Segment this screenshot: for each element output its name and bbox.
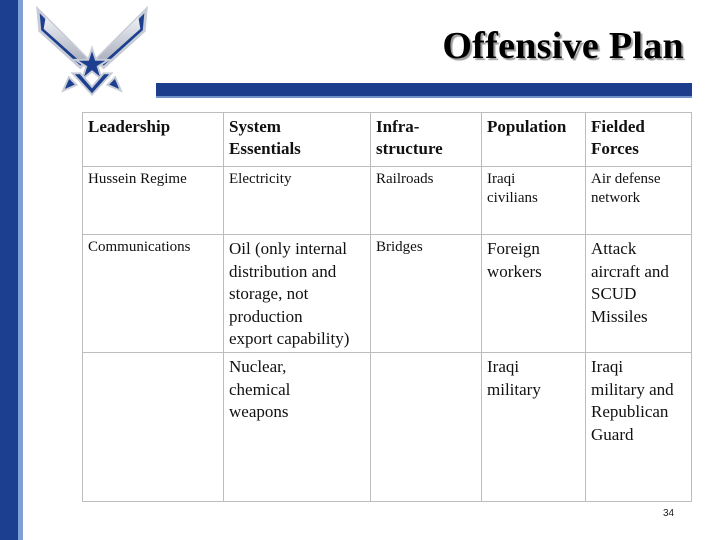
table-cell: Attack aircraft and SCUD Missiles: [591, 239, 669, 326]
table-row: [83, 235, 691, 353]
table-cell: Air defense network: [591, 171, 661, 206]
table-header-cell: Population: [482, 113, 586, 166]
table-cell: Communications: [83, 235, 224, 352]
table-header-cell: Leadership: [83, 113, 224, 166]
table-cell: Electricity: [224, 167, 371, 234]
table-cell: Nuclear, chemical weapons: [224, 353, 371, 501]
table-cell: Oil (only internal distribution and storage, not production export capability): [224, 235, 371, 352]
table-header-row: [83, 113, 691, 167]
left-accent-band-edge: [18, 0, 23, 540]
table-cell: Bridges: [371, 235, 482, 352]
table-cell: Foreign workers: [482, 235, 586, 352]
left-accent-band: [0, 0, 18, 540]
title-underline-bar: [156, 83, 692, 98]
table-cell: Iraqi civilians: [482, 167, 586, 234]
table-row: [83, 167, 691, 235]
table-cell: [371, 353, 482, 501]
table-row: [83, 353, 691, 501]
table-header-cell: System Essentials: [224, 113, 371, 166]
usaf-wings-icon: [34, 4, 150, 104]
table-cell: Iraqi military and Republican Guard: [591, 357, 674, 444]
page-number: 34: [663, 508, 675, 519]
table-cell: Iraqi military: [482, 353, 586, 501]
slide-title: Offensive Plan: [442, 25, 684, 67]
table-header-cell: Fielded Forces: [591, 117, 645, 158]
table-cell: Hussein Regime: [83, 167, 224, 234]
offensive-plan-table: [82, 112, 692, 502]
table-cell: [83, 353, 224, 501]
table-header-cell: Infra- structure: [371, 113, 482, 166]
table-cell: Railroads: [371, 167, 482, 234]
